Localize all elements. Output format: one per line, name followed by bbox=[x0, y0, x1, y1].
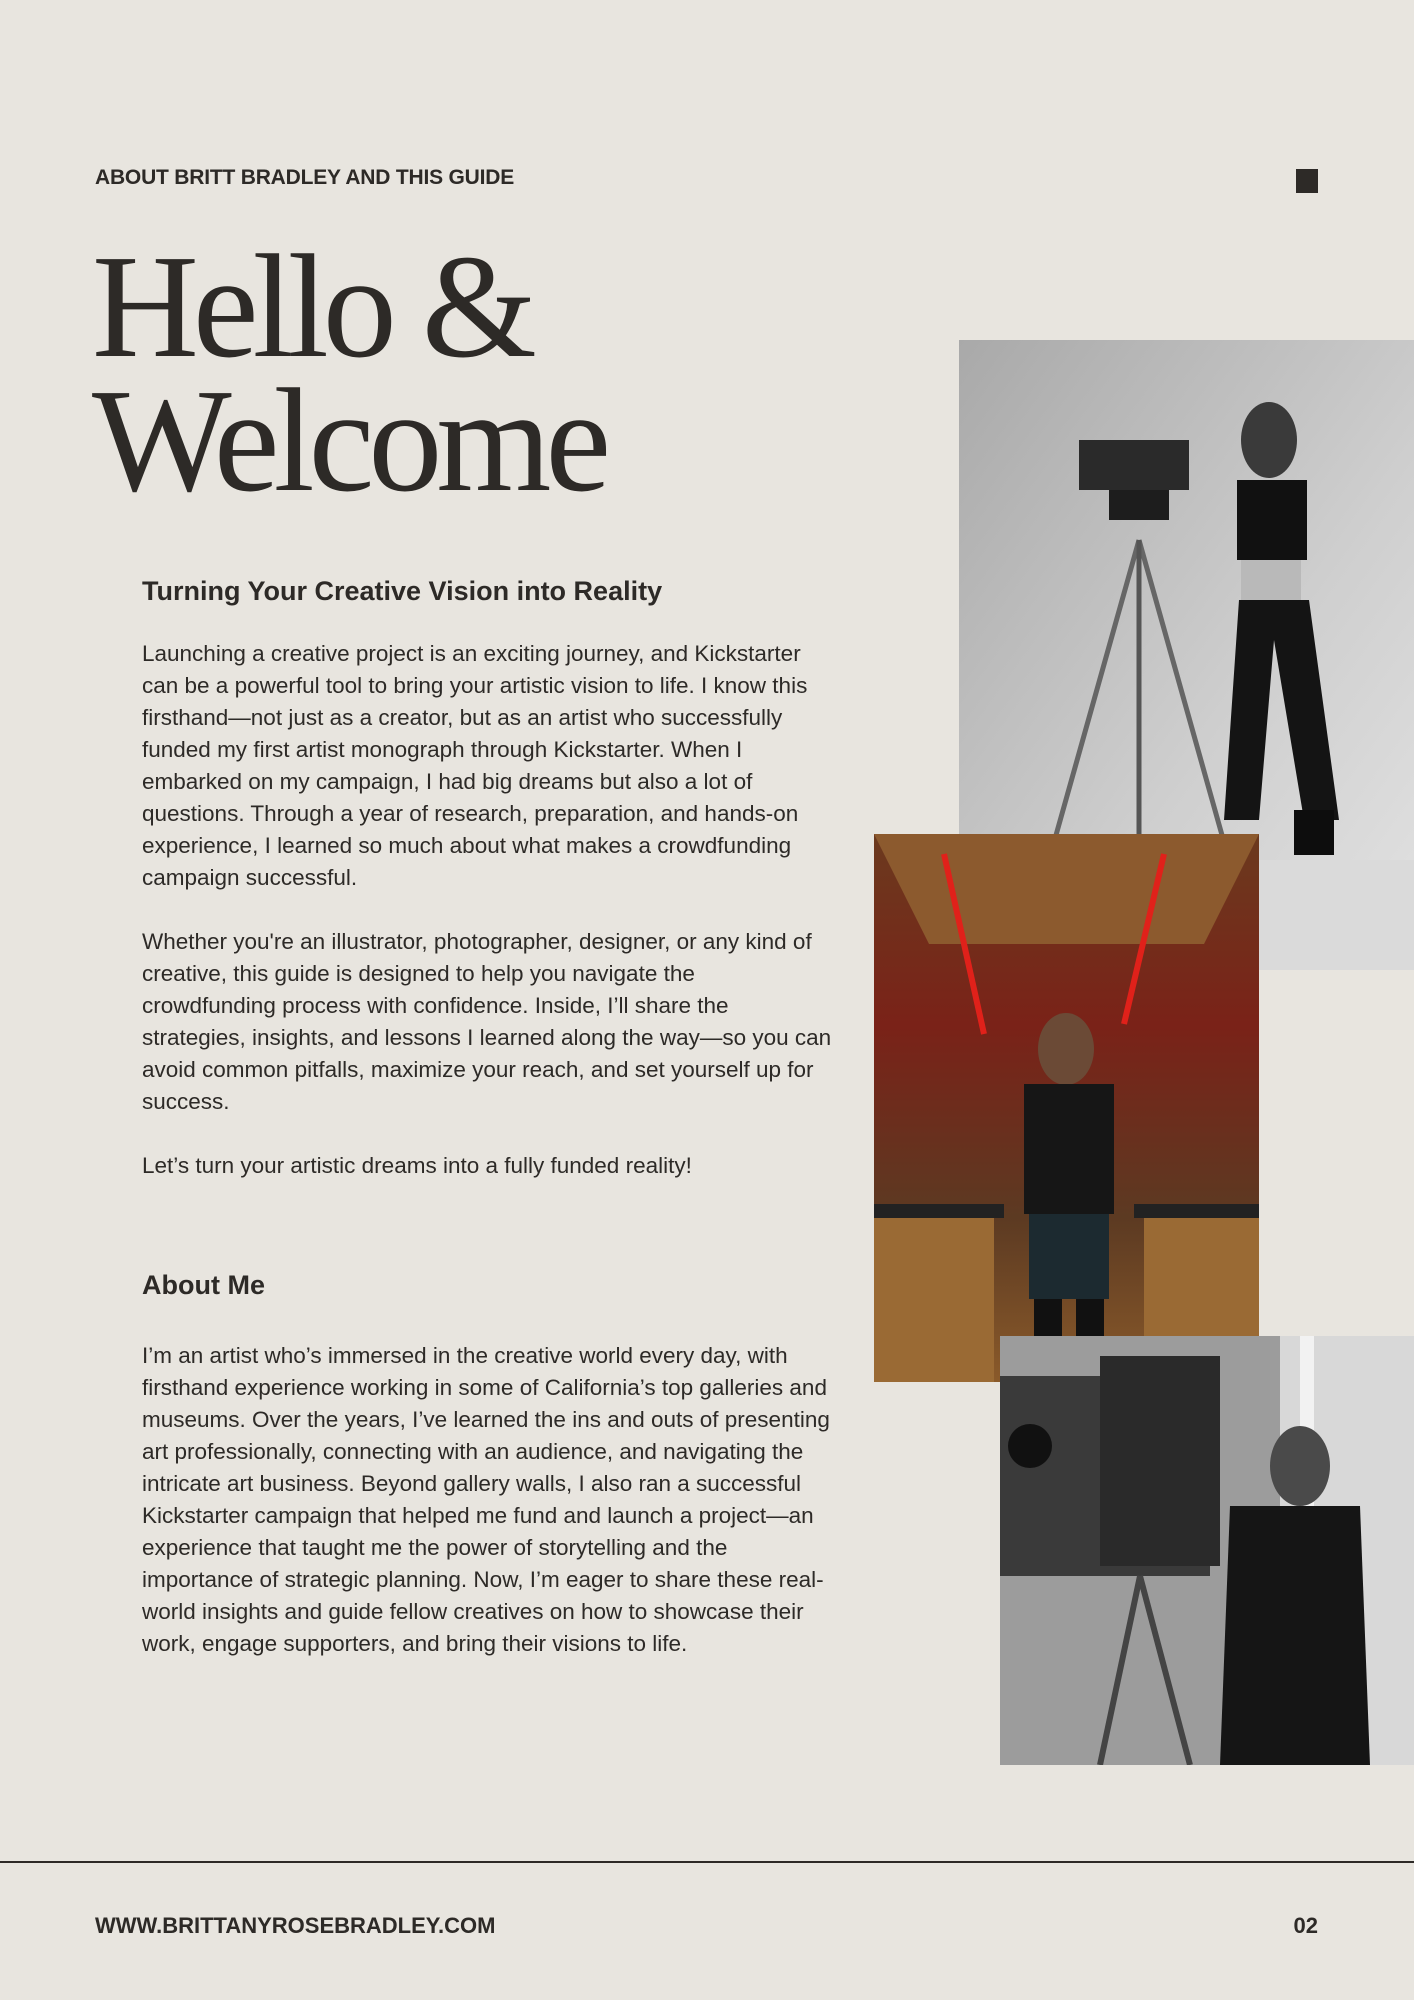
intro-heading: Turning Your Creative Vision into Reality bbox=[142, 576, 663, 606]
hero-title-line-1: Hello & bbox=[92, 225, 531, 389]
photo-interior-portrait bbox=[874, 834, 1259, 1382]
intro-paragraph-2: Whether you're an illustrator, photographer, designer, or any kind of creative, this guide is designed to help you navigate the crowdfunding process with confidence. Inside, I’ll share the strategies, insights, and lessons I learned along the way—so you can avoid common pitfalls, maximize your reach, and set yourself up for success. bbox=[142, 929, 832, 1114]
about-paragraph: I’m an artist who’s immersed in the creative world every day, with firsthand experience working in some of California’s top galleries and museums. Over the years, I’ve learned the ins and outs of presenting art professionally, connecting with an audience, and navigating the intricate art business. Beyond gallery walls, I also ran a successful Kickstarter campaign that helped me fund and launch a project—an experience that taught me the power of storytelling and the importance of strategic planning. Now, I’m eager to share these real-world insights and guide fellow creatives on how to showcase their work, engage supporters, and bring their visions to life. bbox=[142, 1343, 830, 1656]
section-label: ABOUT BRITT BRADLEY AND THIS GUIDE bbox=[95, 166, 515, 189]
footer-rule bbox=[0, 1861, 1414, 1863]
about-heading: About Me bbox=[142, 1270, 265, 1300]
hero-title bbox=[92, 225, 606, 523]
hero-title-line-2: Welcome bbox=[92, 359, 606, 523]
header-square-mark bbox=[1296, 169, 1318, 193]
intro-paragraph-3: Let’s turn your artistic dreams into a fully funded reality! bbox=[142, 1153, 692, 1178]
intro-section bbox=[142, 574, 832, 1182]
page-number: 02 bbox=[1293, 1913, 1318, 1938]
intro-paragraph-1: Launching a creative project is an exciting journey, and Kickstarter can be a powerful tool to bring your artistic vision to life. I know this firsthand—not just as a creator, but as an artist who successfully funded my first artist monograph through Kickstarter. When I embarked on my campaign, I had big dreams but also a lot of questions. Through a year of research, preparation, and hands-on experience, I learned so much about what makes a crowdfunding campaign successful. bbox=[142, 641, 808, 890]
footer-website-url: WWW.BRITTANYROSEBRADLEY.COM bbox=[95, 1913, 496, 1938]
about-section bbox=[142, 1268, 832, 1660]
photo-camera-portrait bbox=[1000, 1336, 1414, 1765]
